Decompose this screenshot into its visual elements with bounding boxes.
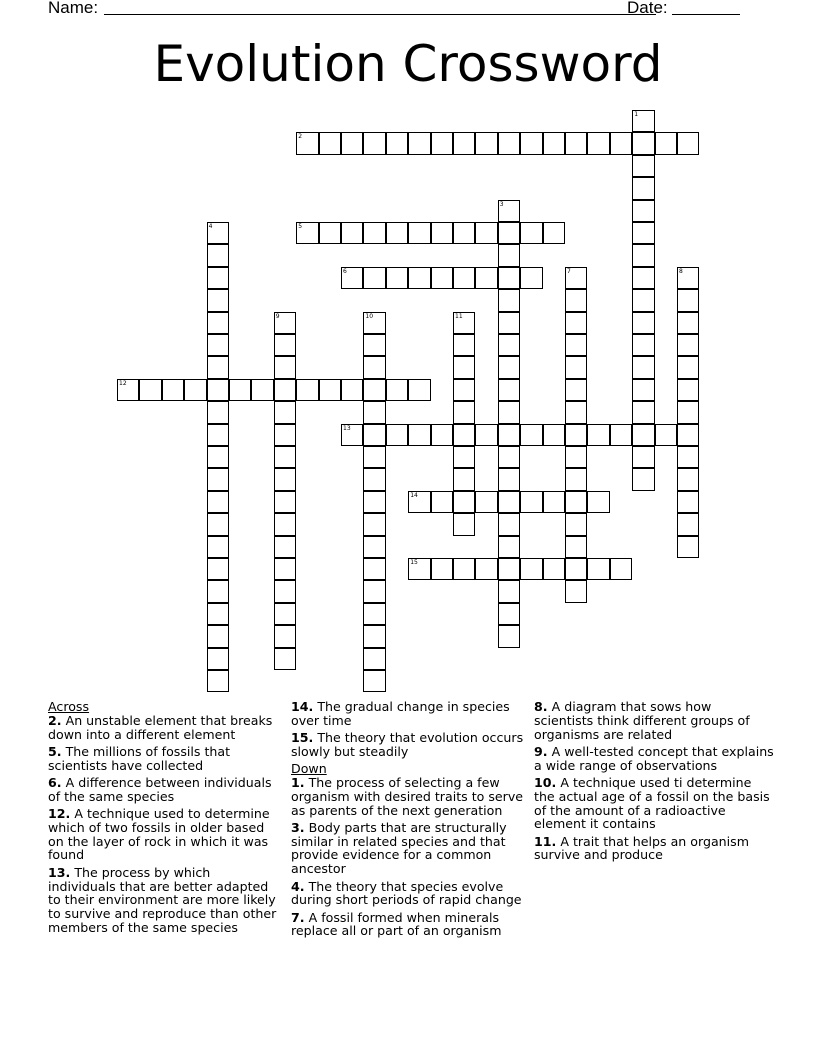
grid-cell[interactable] <box>408 491 430 513</box>
down-clue-11: 11. A trait that helps an organism survive and produce <box>534 833 749 863</box>
grid-cell[interactable] <box>565 446 587 468</box>
grid-cell[interactable] <box>274 580 296 602</box>
cell-number: 3 <box>499 200 504 208</box>
grid-cell[interactable] <box>207 401 229 423</box>
grid-cell[interactable] <box>677 536 699 558</box>
grid-cell[interactable] <box>565 558 587 580</box>
grid-cell[interactable] <box>363 132 385 154</box>
grid-cell[interactable] <box>207 312 229 334</box>
across-clue-12: 12. A technique used to determine which of two fossils in older based on the layer of rock in which it was found <box>48 806 270 863</box>
grid-cell[interactable] <box>139 379 161 401</box>
grid-cell[interactable] <box>498 334 520 356</box>
grid-cell[interactable] <box>632 446 654 468</box>
grid-cell[interactable] <box>386 132 408 154</box>
grid-cell[interactable] <box>207 267 229 289</box>
grid-cell[interactable] <box>319 132 341 154</box>
grid-cell[interactable] <box>274 536 296 558</box>
grid-cell[interactable] <box>207 603 229 625</box>
grid-cell[interactable] <box>565 356 587 378</box>
grid-cell[interactable] <box>363 468 385 490</box>
grid-cell[interactable] <box>632 379 654 401</box>
grid-cell[interactable] <box>498 558 520 580</box>
grid-cell[interactable] <box>184 379 206 401</box>
grid-cell[interactable] <box>498 222 520 244</box>
grid-cell[interactable] <box>543 424 565 446</box>
grid-cell[interactable] <box>632 110 654 132</box>
grid-cell[interactable] <box>363 558 385 580</box>
grid-cell[interactable] <box>475 222 497 244</box>
grid-cell[interactable] <box>408 222 430 244</box>
grid-cell[interactable] <box>363 491 385 513</box>
grid-cell[interactable] <box>677 289 699 311</box>
grid-cell[interactable] <box>207 580 229 602</box>
grid-cell[interactable] <box>610 424 632 446</box>
grid-cell[interactable] <box>475 267 497 289</box>
cell-number: 6 <box>343 267 347 275</box>
grid-cell[interactable] <box>565 536 587 558</box>
grid-cell[interactable] <box>498 132 520 154</box>
grid-cell[interactable] <box>453 379 475 401</box>
date-label: Date: <box>627 0 668 17</box>
grid-cell[interactable] <box>431 558 453 580</box>
grid-cell[interactable] <box>363 513 385 535</box>
grid-cell[interactable] <box>274 491 296 513</box>
grid-cell[interactable] <box>341 379 363 401</box>
grid-cell[interactable] <box>677 132 699 154</box>
grid-cell[interactable] <box>319 379 341 401</box>
grid-cell[interactable] <box>565 334 587 356</box>
grid-cell[interactable] <box>565 379 587 401</box>
grid-cell[interactable] <box>453 446 475 468</box>
grid-cell[interactable] <box>453 312 475 334</box>
grid-cell[interactable] <box>453 558 475 580</box>
grid-cell[interactable] <box>363 580 385 602</box>
grid-cell[interactable] <box>274 648 296 670</box>
grid-cell[interactable] <box>475 491 497 513</box>
grid-cell[interactable] <box>677 513 699 535</box>
across-clue-14: 14. The gradual change in species over time <box>291 699 510 728</box>
grid-cell[interactable] <box>386 379 408 401</box>
grid-cell[interactable] <box>117 379 139 401</box>
grid-cell[interactable] <box>498 401 520 423</box>
grid-cell[interactable] <box>453 356 475 378</box>
grid-cell[interactable] <box>207 491 229 513</box>
grid-cell[interactable] <box>498 356 520 378</box>
grid-cell[interactable] <box>498 424 520 446</box>
grid-cell[interactable] <box>498 267 520 289</box>
grid-cell[interactable] <box>408 558 430 580</box>
grid-cell[interactable] <box>386 424 408 446</box>
grid-cell[interactable] <box>296 222 318 244</box>
grid-cell[interactable] <box>543 558 565 580</box>
grid-cell[interactable] <box>431 132 453 154</box>
grid-cell[interactable] <box>274 603 296 625</box>
cell-number: 8 <box>679 267 683 275</box>
grid-cell[interactable] <box>520 222 542 244</box>
cell-number: 15 <box>410 559 418 566</box>
grid-cell[interactable] <box>386 267 408 289</box>
grid-cell[interactable] <box>565 312 587 334</box>
grid-cell[interactable] <box>475 558 497 580</box>
down-clue-7: 7. A fossil formed when minerals replace all or part of an organism <box>291 909 502 939</box>
grid-cell[interactable] <box>498 200 520 222</box>
grid-cell[interactable] <box>632 244 654 266</box>
page-title: Evolution Crossword <box>153 35 663 93</box>
grid-cell[interactable] <box>453 468 475 490</box>
grid-cell[interactable] <box>453 424 475 446</box>
grid-cell[interactable] <box>677 424 699 446</box>
grid-cell[interactable] <box>207 648 229 670</box>
grid-cell[interactable] <box>207 424 229 446</box>
grid-cell[interactable] <box>565 267 587 289</box>
grid-cell[interactable] <box>207 558 229 580</box>
grid-cell[interactable] <box>431 267 453 289</box>
grid-cell[interactable] <box>363 424 385 446</box>
cell-number: 5 <box>298 223 303 230</box>
grid-cell[interactable] <box>207 446 229 468</box>
grid-cell[interactable] <box>632 424 654 446</box>
down-clue-1: 1. The process of selecting a few organism with desired traits to serve as parents of the next generation <box>291 774 524 818</box>
grid-cell[interactable] <box>453 401 475 423</box>
grid-cell[interactable] <box>431 491 453 513</box>
grid-cell[interactable] <box>565 289 587 311</box>
grid-cell[interactable] <box>565 491 587 513</box>
down-clue-8: 8. A diagram that sows how scientists think different groups of organisms are related <box>534 699 750 742</box>
cell-number: 9 <box>275 312 280 320</box>
cell-number: 12 <box>119 379 127 387</box>
grid-cell[interactable] <box>587 424 609 446</box>
grid-cell[interactable] <box>408 424 430 446</box>
grid-cell[interactable] <box>520 558 542 580</box>
grid-cell[interactable] <box>207 536 229 558</box>
grid-cell[interactable] <box>632 177 654 199</box>
clues-column-1 <box>48 700 280 938</box>
grid-cell[interactable] <box>498 513 520 535</box>
across-clue-5: 5. The millions of fossils that scientists have collected <box>48 743 231 773</box>
grid-cell[interactable] <box>632 222 654 244</box>
grid-cell[interactable] <box>543 222 565 244</box>
grid-cell[interactable] <box>655 132 677 154</box>
cell-number: 14 <box>410 491 418 499</box>
grid-cell[interactable] <box>363 312 385 334</box>
down-clue-10: 10. A technique used ti determine the actual age of a fossil on the basis of the amount of a radioactive element it contains <box>534 774 770 832</box>
cell-number: 10 <box>365 312 374 320</box>
grid-cell[interactable] <box>677 468 699 490</box>
grid-cell[interactable] <box>207 289 229 311</box>
grid-cell[interactable] <box>565 401 587 423</box>
cell-number: 11 <box>455 312 463 320</box>
grid-cell[interactable] <box>632 200 654 222</box>
grid-cell[interactable] <box>274 558 296 580</box>
grid-cell[interactable] <box>543 132 565 154</box>
grid-cell[interactable] <box>498 244 520 266</box>
grid-cell[interactable] <box>498 289 520 311</box>
grid-cell[interactable] <box>363 401 385 423</box>
grid-cell[interactable] <box>677 379 699 401</box>
across-clue-13: 13. The process by which individuals that are better adapted to their environment are more likely to survive and reproduce than other members of the same species <box>48 864 277 935</box>
grid-cell[interactable] <box>632 312 654 334</box>
grid-cell[interactable] <box>565 424 587 446</box>
down-clue-3: 3. Body parts that are structurally similar in related species and that provide evidence for a common ancestor <box>291 819 507 877</box>
grid-cell[interactable] <box>498 580 520 602</box>
grid-cell[interactable] <box>677 401 699 423</box>
grid-cell[interactable] <box>677 267 699 289</box>
grid-cell[interactable] <box>274 312 296 334</box>
grid-cell[interactable] <box>565 580 587 602</box>
across-clue-15: 15. The theory that evolution occurs slowly but steadily <box>291 730 524 759</box>
grid-cell[interactable] <box>632 132 654 154</box>
grid-cell[interactable] <box>565 132 587 154</box>
down-heading: Down <box>291 761 327 777</box>
grid-cell[interactable] <box>319 222 341 244</box>
grid-cell[interactable] <box>363 267 385 289</box>
grid-cell[interactable] <box>363 648 385 670</box>
grid-cell[interactable] <box>341 222 363 244</box>
grid-cell[interactable] <box>498 446 520 468</box>
grid-cell[interactable] <box>229 379 251 401</box>
grid-cell[interactable] <box>543 491 565 513</box>
grid-cell[interactable] <box>363 536 385 558</box>
clues-column-2 <box>291 700 525 942</box>
grid-cell[interactable] <box>565 513 587 535</box>
grid-cell[interactable] <box>207 222 229 244</box>
grid-cell[interactable] <box>207 468 229 490</box>
grid-cell[interactable] <box>520 132 542 154</box>
grid-cell[interactable] <box>341 267 363 289</box>
grid-cell[interactable] <box>207 334 229 356</box>
grid-cell[interactable] <box>677 334 699 356</box>
grid-cell[interactable] <box>274 401 296 423</box>
grid-cell[interactable] <box>408 379 430 401</box>
grid-cell[interactable] <box>677 491 699 513</box>
down-clue-4: 4. The theory that species evolve during short periods of rapid change <box>291 878 522 908</box>
grid-cell[interactable] <box>475 132 497 154</box>
grid-cell[interactable] <box>475 424 497 446</box>
grid-cell[interactable] <box>363 446 385 468</box>
cell-number: 2 <box>298 133 303 141</box>
grid-cell[interactable] <box>363 379 385 401</box>
grid-cell[interactable] <box>498 536 520 558</box>
across-clue-2: 2. An unstable element that breaks down into a different element <box>48 712 273 742</box>
grid-cell[interactable] <box>632 334 654 356</box>
grid-cell[interactable] <box>498 379 520 401</box>
grid-cell[interactable] <box>408 267 430 289</box>
grid-cell[interactable] <box>363 356 385 378</box>
grid-cell[interactable] <box>207 244 229 266</box>
grid-cell[interactable] <box>363 603 385 625</box>
grid-cell[interactable] <box>207 625 229 647</box>
grid-cell[interactable] <box>498 468 520 490</box>
grid-cell[interactable] <box>207 513 229 535</box>
grid-cell[interactable] <box>207 670 229 692</box>
grid-cell[interactable] <box>207 356 229 378</box>
grid-cell[interactable] <box>587 132 609 154</box>
cell-number: 1 <box>634 111 639 118</box>
grid-cell[interactable] <box>296 132 318 154</box>
grid-cell[interactable] <box>677 446 699 468</box>
grid-cell[interactable] <box>632 267 654 289</box>
grid-cell[interactable] <box>251 379 273 401</box>
grid-cell[interactable] <box>498 491 520 513</box>
grid-cell[interactable] <box>207 379 229 401</box>
grid-cell[interactable] <box>431 424 453 446</box>
grid-cell[interactable] <box>408 132 430 154</box>
grid-cell[interactable] <box>655 424 677 446</box>
cell-number: 13 <box>343 424 351 432</box>
grid-cell[interactable] <box>677 312 699 334</box>
grid-cell[interactable] <box>274 446 296 468</box>
grid-cell[interactable] <box>453 491 475 513</box>
grid-cell[interactable] <box>274 424 296 446</box>
cell-number: 7 <box>567 267 571 275</box>
grid-cell[interactable] <box>520 491 542 513</box>
across-clue-6: 6. A difference between individuals of the same species <box>48 774 272 804</box>
grid-cell[interactable] <box>677 356 699 378</box>
grid-cell[interactable] <box>520 267 542 289</box>
grid-cell[interactable] <box>274 334 296 356</box>
grid-cell[interactable] <box>498 603 520 625</box>
grid-cell[interactable] <box>274 468 296 490</box>
grid-cell[interactable] <box>632 401 654 423</box>
grid-cell[interactable] <box>565 468 587 490</box>
grid-cell[interactable] <box>363 334 385 356</box>
grid-cell[interactable] <box>498 625 520 647</box>
down-clue-9: 9. A well-tested concept that explains a wide range of observations <box>534 743 774 773</box>
grid-cell[interactable] <box>341 424 363 446</box>
grid-cell[interactable] <box>274 513 296 535</box>
grid-cell[interactable] <box>632 468 654 490</box>
grid-cell[interactable] <box>296 379 318 401</box>
grid-cell[interactable] <box>453 334 475 356</box>
name-label: Name: <box>48 0 99 17</box>
grid-cell[interactable] <box>498 312 520 334</box>
grid-cell[interactable] <box>386 222 408 244</box>
grid-cell[interactable] <box>274 356 296 378</box>
grid-cell[interactable] <box>274 379 296 401</box>
cell-number: 4 <box>208 223 213 230</box>
grid-cell[interactable] <box>587 558 609 580</box>
clues-column-3 <box>534 700 774 866</box>
across-heading: Across <box>48 699 90 714</box>
grid-cell[interactable] <box>363 670 385 692</box>
grid-cell[interactable] <box>363 625 385 647</box>
grid-cell[interactable] <box>632 289 654 311</box>
grid-cell[interactable] <box>632 155 654 177</box>
grid-cell[interactable] <box>587 491 609 513</box>
grid-cell[interactable] <box>453 132 475 154</box>
grid-cell[interactable] <box>453 513 475 535</box>
grid-cell[interactable] <box>341 132 363 154</box>
grid-cell[interactable] <box>520 424 542 446</box>
grid-cell[interactable] <box>453 267 475 289</box>
grid-cell[interactable] <box>632 356 654 378</box>
grid-cell[interactable] <box>610 558 632 580</box>
grid-cell[interactable] <box>274 625 296 647</box>
grid-cell[interactable] <box>363 222 385 244</box>
grid-cell[interactable] <box>162 379 184 401</box>
grid-cell[interactable] <box>431 222 453 244</box>
grid-cell[interactable] <box>453 222 475 244</box>
grid-cell[interactable] <box>610 132 632 154</box>
